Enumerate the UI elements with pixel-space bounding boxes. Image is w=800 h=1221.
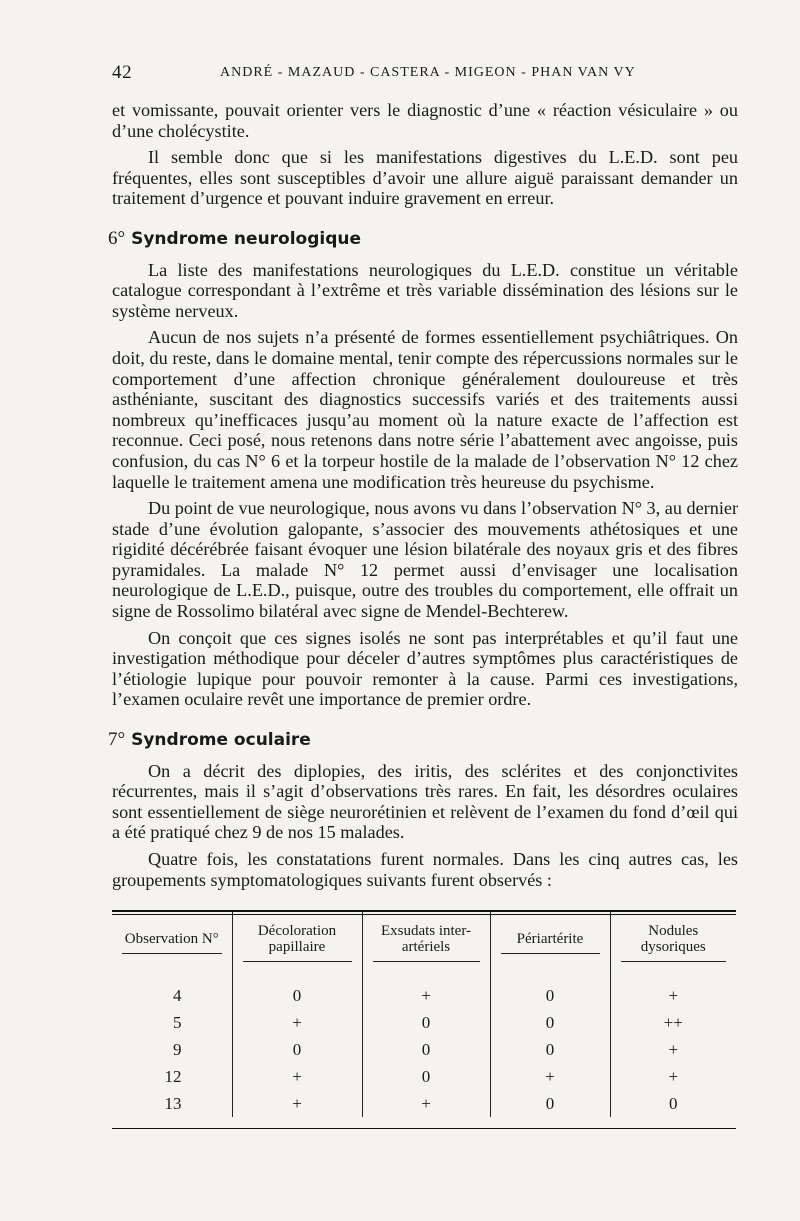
paragraph: Quatre fois, les constatations furent normales. Dans les cinq autres cas, les groupements symptomatologiques suivants furent observés : xyxy=(112,849,738,890)
table-cell: 0 xyxy=(232,982,362,1009)
table-row xyxy=(112,1036,736,1063)
body-text xyxy=(108,100,738,896)
table-cell: 0 xyxy=(232,1036,362,1063)
table-header-cell: Observation N° xyxy=(112,912,232,972)
table-cell: + xyxy=(610,1036,736,1063)
table-cell: + xyxy=(610,1063,736,1090)
table-cell: 13 xyxy=(164,1093,182,1113)
table-cell: 12 xyxy=(164,1066,182,1086)
section-heading-oculaire xyxy=(108,730,738,751)
table-cell: 4 xyxy=(173,985,182,1005)
table-cell: + xyxy=(610,982,736,1009)
table-row xyxy=(112,1009,736,1036)
table-cell: 0 xyxy=(490,1009,610,1036)
section-number: 7° xyxy=(108,729,126,751)
table-cell: 0 xyxy=(490,1090,610,1117)
observations-table xyxy=(112,912,736,1117)
table-cell: ++ xyxy=(610,1009,736,1036)
table-cell: + xyxy=(362,1090,490,1117)
table-cell: + xyxy=(490,1063,610,1090)
table-row xyxy=(112,982,736,1009)
table-header-cell: Exsudats inter-artériels xyxy=(362,912,490,972)
table-cell: 0 xyxy=(490,982,610,1009)
paragraph: Aucun de nos sujets n’a présenté de formes essentiellement psychiâtriques. On doit, du reste, dans le domaine mental, tenir compte des répercussions normales sur le comportement d’une affection chronique généralement douloureuse et très asthéniante, suscitant des diagnostics successifs variés et des traitements aussi nombreux qu’inefficaces jusqu’au moment où la nature exacte de l’affection est reconnue. Ceci posé, nous retenons dans notre série l’abattement avec angoisse, puis confusion, du cas N° 6 et la torpeur hostile de la malade de l’observation N° 12 chez laquelle le traitement amena une modification très heureuse du psychisme. xyxy=(112,327,738,492)
table-cell: 0 xyxy=(610,1090,736,1117)
table-cell: + xyxy=(232,1009,362,1036)
table-header-cell: Périartérite xyxy=(490,912,610,972)
table-cell: 0 xyxy=(362,1063,490,1090)
table-cell: + xyxy=(232,1063,362,1090)
paragraph: Il semble donc que si les manifestations digestives du L.E.D. sont peu fréquentes, elles sont susceptibles d’avoir une allure aiguë paraissant demander un traitement d’urgence et pouvant induire gravement en erreur. xyxy=(112,147,738,209)
paragraph: On conçoit que ces signes isolés ne sont pas interprétables et qu’il faut une investigation méthodique pour déceler d’autres symptômes plus caractéristiques de l’étiologie lupique pour pouvoir remonter à la cause. Parmi ces investigations, l’examen oculaire revêt une importance de premier ordre. xyxy=(112,627,738,710)
table-header-cell: Décoloration papillaire xyxy=(232,912,362,972)
section-number: 6° xyxy=(108,227,126,249)
page-number: 42 xyxy=(112,62,133,83)
table-cell: 0 xyxy=(490,1036,610,1063)
table-cell: 5 xyxy=(173,1012,182,1032)
table-cell: 0 xyxy=(362,1036,490,1063)
table-row xyxy=(112,1063,736,1090)
section-title: Syndrome oculaire xyxy=(131,730,311,751)
paragraph: et vomissante, pouvait orienter vers le diagnostic d’une « réaction vésiculaire » ou d’une cholécystite. xyxy=(112,100,738,141)
table-cell: 9 xyxy=(173,1039,182,1059)
paragraph: On a décrit des diplopies, des iritis, des sclérites et des conjonctivites récurrentes, mais il s’agit d’observations très rares. En fait, les désordres oculaires sont essentiellement de siège neurorétinien et relèvent de l’examen du fond d’œil qui a été pratiqué chez 9 de nos 15 malades. xyxy=(112,760,738,843)
table-header-row xyxy=(112,912,736,972)
table-header-cell: Nodules dysoriques xyxy=(610,912,736,972)
table-bottom-rule xyxy=(112,1128,736,1129)
section-title: Syndrome neurologique xyxy=(131,228,362,249)
paragraph: Du point de vue neurologique, nous avons vu dans l’observation N° 3, au dernier stade d’une évolution galopante, s’associer des mouvements athétosiques et une rigidité décérébrée faisant évoquer une lésion bilatérale des noyaux gris et des fibres pyramidales. La malade N° 12 permet aussi d’envisager une localisation neurologique de L.E.D., puisque, outre des troubles du comportement, elle offrait un signe de Rossolimo bilatéral avec signe de Mendel-Bechterew. xyxy=(112,498,738,622)
paragraph: La liste des manifestations neurologiques du L.E.D. constitue un véritable catalogue correspondant à l’extrême et très variable dissémination des lésions sur le système nerveux. xyxy=(112,259,738,321)
section-heading-neurologique xyxy=(108,229,738,250)
table-cell: 0 xyxy=(362,1009,490,1036)
authors-header: ANDRÉ - MAZAUD - CASTERA - MIGEON - PHAN VAN VY xyxy=(220,65,636,80)
table-cell: + xyxy=(362,982,490,1009)
table-cell: + xyxy=(232,1090,362,1117)
table-row xyxy=(112,1090,736,1117)
